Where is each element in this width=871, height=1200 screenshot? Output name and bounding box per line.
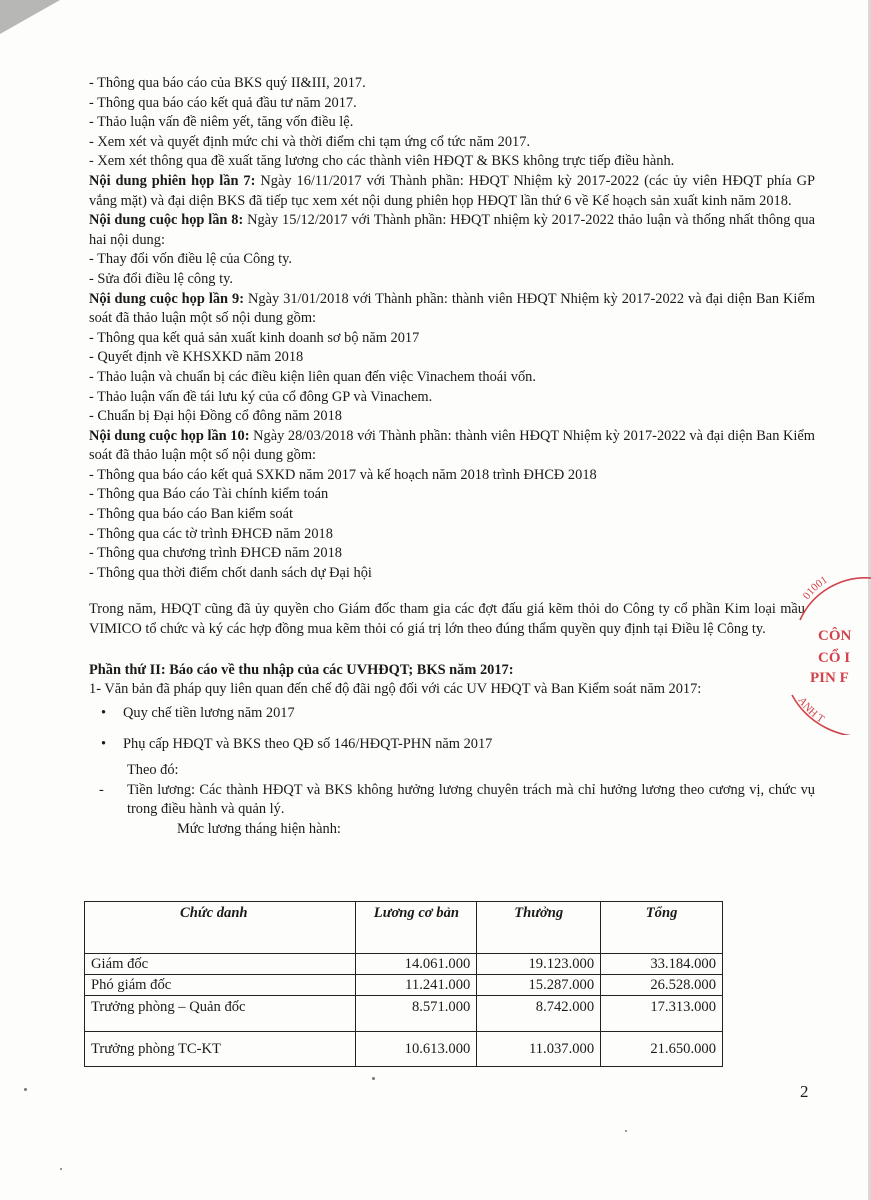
seal-line-3: PIN F [810, 670, 849, 686]
list-item: - Thông qua chương trình ĐHCĐ năm 2018 [89, 545, 342, 562]
list-item: - Thảo luận vấn đề niêm yết, tăng vốn điều lệ. [89, 114, 354, 131]
meeting-10-paragraph [89, 427, 815, 466]
list-item: - Thảo luận và chuẩn bị các điều kiện liên quan đến việc Vinachem thoái vốn. [89, 368, 536, 385]
table-cell: 8.742.000 [477, 996, 601, 1032]
meeting-7-text: Ngày 16/11/2017 với Thành phần: HĐQT Nhiệm kỳ 2017-2022 (các ủy viên HĐQT phía GP vắng mặt) và đại diện BKS đã tiếp tục xem xét nội dung phiên họp HĐQT lần thứ 6 về Kế hoạch sản xuất kinh năm 2018. [89, 172, 815, 209]
spacer [89, 640, 815, 659]
page-number: 2 [800, 1082, 809, 1101]
table-cell: 21.650.000 [601, 1032, 723, 1067]
column-header: Tổng [601, 902, 723, 954]
table-cell: 15.287.000 [477, 975, 601, 996]
table-cell: Giám đốc [85, 954, 356, 975]
theo-do-label: Theo đó: [127, 762, 179, 778]
meeting-7-heading: Nội dung phiên họp lần 7: [89, 172, 256, 189]
table-cell: Trưởng phòng – Quản đốc [85, 996, 356, 1032]
seal-top-text: 01001 [800, 573, 830, 602]
table-row [85, 954, 723, 975]
seal-line-2: CỔ I [818, 650, 851, 666]
table-row [85, 996, 723, 1032]
table-cell: Trưởng phòng TC-KT [85, 1032, 356, 1067]
list-item: - Thông qua báo cáo của BKS quý II&III, 2017. [89, 75, 366, 91]
list-item: - Thông qua các tờ trình ĐHCĐ năm 2018 [89, 525, 333, 542]
table-cell: 33.184.000 [601, 954, 723, 975]
meeting-10-heading: Nội dung cuộc họp lần 10: [89, 427, 250, 444]
table-cell: 17.313.000 [601, 996, 723, 1032]
list-item: - Thông qua thời điểm chốt danh sách dự Đại hội [89, 564, 372, 581]
bullet-item: • Quy chế tiền lương năm 2017 [89, 704, 815, 724]
bullet-item: • Phụ cấp HĐQT và BKS theo QĐ số 146/HĐQT-PHN năm 2017 [89, 735, 815, 755]
meeting-10-text: Ngày 28/03/2018 với Thành phần: thành viên HĐQT Nhiệm kỳ 2017-2022 và đại diện Ban Kiểm soát đã thảo luận một số nội dung gồm: [89, 427, 815, 464]
document-body [89, 74, 815, 839]
column-header: Thưởng [477, 902, 601, 954]
list-item: - Thay đổi vốn điều lệ của Công ty. [89, 251, 293, 268]
table-cell: 14.061.000 [356, 954, 477, 975]
meeting-8-paragraph [89, 211, 815, 250]
list-item: - Thông qua báo cáo Ban kiểm soát [89, 506, 293, 523]
section-heading: Phần thứ II: Báo cáo về thu nhập của các UVHĐQT; BKS năm 2017: [89, 661, 514, 678]
list-item: - Chuẩn bị Đại hội Đồng cổ đông năm 2018 [89, 408, 343, 425]
dash-marker: - [99, 781, 104, 798]
company-seal-stamp [790, 560, 871, 735]
table-cell: 11.241.000 [356, 975, 477, 996]
section-item-1: 1- Văn bản đã pháp quy liên quan đến chế độ đãi ngộ đối với các UV HĐQT và Ban Kiểm soát năm 2017: [89, 681, 702, 698]
list-item: - Thảo luận vấn đề tái lưu ký của cổ đông GP và Vinachem. [89, 388, 433, 405]
table-header-row [85, 902, 723, 954]
list-item: - Thông qua báo cáo kết quả đầu tư năm 2017. [89, 94, 357, 111]
seal-line-1: CÔN [818, 628, 852, 644]
table-cell: 10.613.000 [356, 1032, 477, 1067]
salary-table [84, 901, 723, 1067]
scan-speck [24, 1088, 27, 1091]
meeting-9-paragraph [89, 290, 815, 329]
meeting-9-text: Ngày 31/01/2018 với Thành phần: thành viên HĐQT Nhiệm kỳ 2017-2022 và đại diện Ban Kiểm soát đã thảo luận một số nội dung gồm: [89, 290, 816, 327]
list-item: - Xem xét và quyết định mức chi và thời điểm chi tạm ứng cổ tức năm 2017. [89, 133, 531, 150]
list-item: - Thông qua kết quả sản xuất kinh doanh sơ bộ năm 2017 [89, 329, 420, 346]
list-item: - Thông qua báo cáo kết quả SXKD năm 2017 và kế hoạch năm 2018 trình ĐHCĐ 2018 [89, 466, 597, 483]
meeting-7-paragraph [89, 172, 815, 211]
table-cell: Phó giám đốc [85, 975, 356, 996]
table-caption: Mức lương tháng hiện hành: [177, 820, 341, 837]
scan-speck [372, 1077, 375, 1080]
list-item: - Quyết định về KHSXKD năm 2018 [89, 349, 304, 366]
spacer [89, 583, 815, 600]
list-item: - Xem xét thông qua đề xuất tăng lương cho các thành viên HĐQT & BKS không trực tiếp điều hành. [89, 153, 675, 170]
table-cell: 26.528.000 [601, 975, 723, 996]
table-row [85, 975, 723, 996]
salary-note-text: Tiền lương: Các thành HĐQT và BKS không hưởng lương chuyên trách mà chỉ hưởng lương theo cương vị, chức vụ trong điều hành và quản lý. [127, 781, 815, 818]
salary-note [89, 781, 815, 820]
scan-corner-fold [0, 0, 60, 34]
scan-speck [60, 1168, 62, 1170]
table-cell: 11.037.000 [477, 1032, 601, 1067]
column-header: Lương cơ bản [356, 902, 477, 954]
list-item: - Sửa đổi điều lệ công ty. [89, 270, 233, 287]
table-cell: 8.571.000 [356, 996, 477, 1032]
meeting-8-heading: Nội dung cuộc họp lần 8: [89, 212, 244, 229]
authorization-paragraph: Trong năm, HĐQT cũng đã ủy quyền cho Giám đốc tham gia các đợt đấu giá kẽm thỏi do Công ty cổ phần Kim loại mầu VIMICO tổ chức và ký các hợp đồng mua kẽm thỏi có giá trị lớn theo đúng thẩm quyền quy định tại Điều lệ Công ty. [89, 601, 805, 638]
table-row [85, 1032, 723, 1067]
seal-bottom-text: ANH T [795, 694, 827, 726]
list-item: - Thông qua Báo cáo Tài chính kiểm toán [89, 486, 329, 503]
scan-speck [625, 1130, 627, 1132]
seal-graphic [790, 560, 871, 735]
bullet-list [89, 704, 815, 755]
column-header: Chức danh [85, 902, 356, 954]
table-cell: 19.123.000 [477, 954, 601, 975]
meeting-8-text: Ngày 15/12/2017 với Thành phần: HĐQT nhiệm kỳ 2017-2022 thảo luận và thống nhất thông qua hai nội dung: [89, 212, 816, 248]
meeting-9-heading: Nội dung cuộc họp lần 9: [89, 290, 245, 307]
